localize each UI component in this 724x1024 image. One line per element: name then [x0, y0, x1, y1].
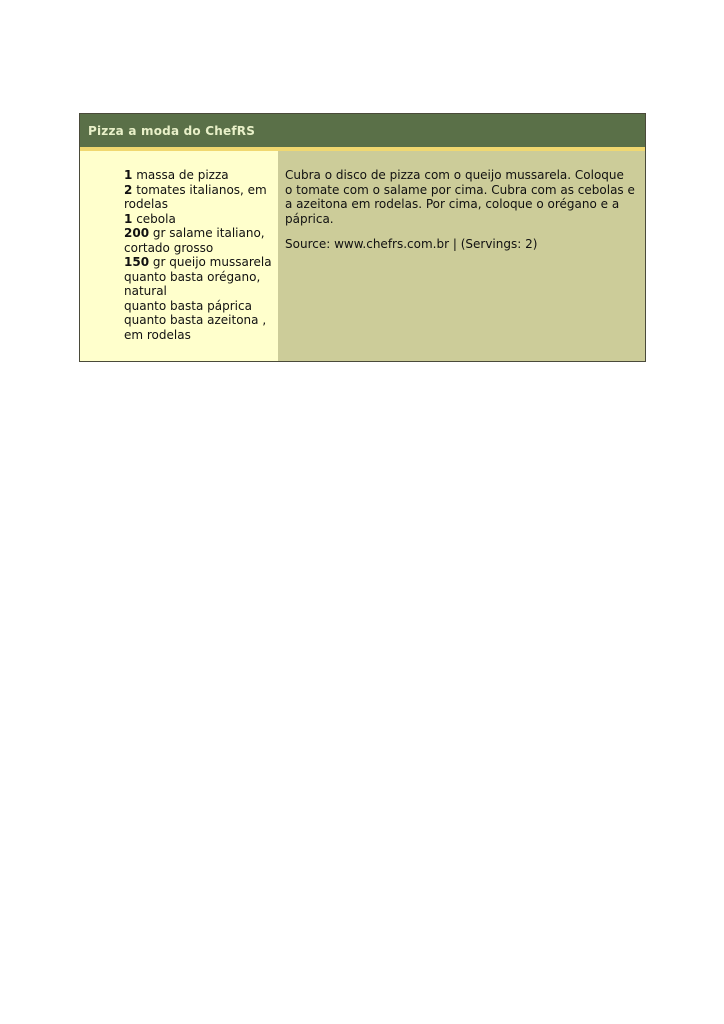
ingredient-item [124, 183, 272, 212]
instructions-text: Cubra o disco de pizza com o queijo mussarela. Coloque o tomate com o salame por cima. Cubra com as cebolas e a azeitona em rodelas. Por cima, coloque o orégano e a páprica. [285, 168, 635, 226]
instructions-column [278, 151, 645, 361]
ingredient-text: quanto basta orégano, natural [124, 269, 261, 298]
ingredient-text: gr queijo mussarela [152, 255, 272, 269]
source-line: Source: www.chefrs.com.br | (Servings: 2) [285, 237, 538, 251]
recipe-title: Pizza a moda do ChefRS [88, 123, 256, 138]
ingredient-item [124, 226, 272, 255]
ingredient-text: tomates italianos, em rodelas [124, 182, 267, 211]
ingredient-item [124, 212, 272, 227]
ingredient-text: cebola [136, 211, 176, 226]
ingredient-item [124, 255, 272, 270]
ingredient-qty: 1 [124, 168, 133, 182]
ingredient-item [124, 313, 272, 342]
ingredient-text: quanto basta azeitona , em rodelas [124, 313, 267, 342]
ingredient-text: quanto basta páprica [124, 298, 252, 313]
recipe-card [79, 113, 646, 362]
ingredient-qty: 2 [124, 182, 133, 197]
recipe-body [80, 151, 645, 361]
ingredient-text: gr salame italiano, cortado grosso [124, 226, 265, 255]
ingredients-column [80, 151, 278, 361]
ingredient-text: massa de pizza [136, 168, 229, 182]
ingredient-qty: 1 [124, 211, 133, 226]
ingredient-qty: 150 [124, 255, 150, 269]
ingredient-item [124, 270, 272, 299]
ingredient-item [124, 168, 272, 183]
ingredient-list [124, 168, 272, 342]
ingredient-item [124, 299, 272, 314]
ingredient-qty: 200 [124, 226, 150, 240]
recipe-header [80, 114, 645, 151]
